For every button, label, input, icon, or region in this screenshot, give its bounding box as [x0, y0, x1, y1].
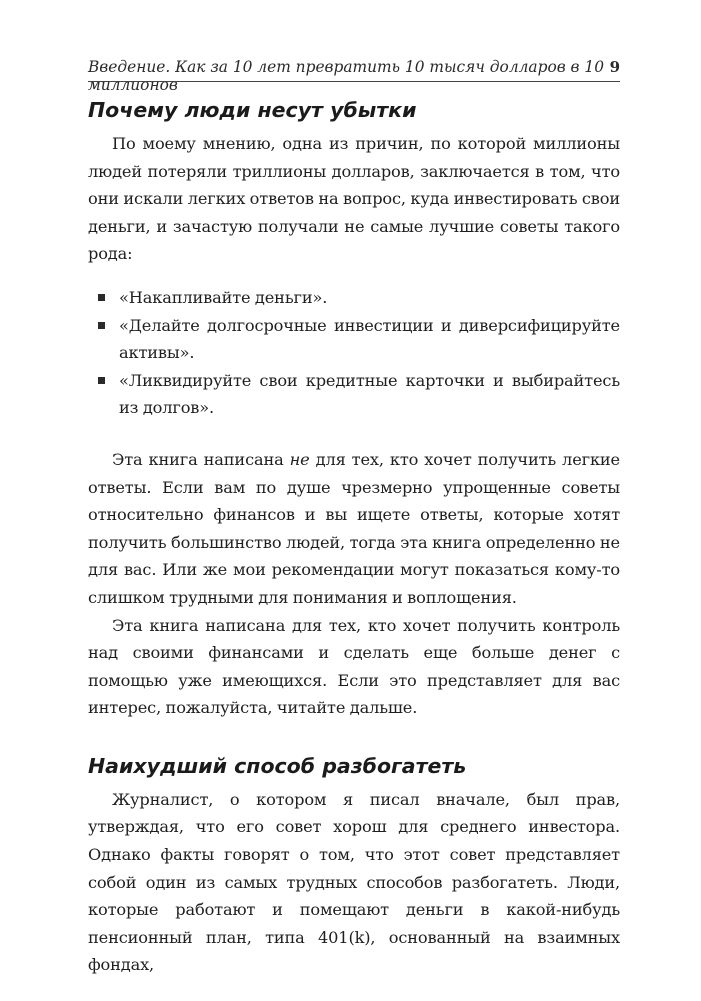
- list-item-text: «Делайте долгосрочные инвестиции и диверсифицируйте активы».: [119, 315, 620, 363]
- paragraph-for-control: Эта книга написана для тех, кто хочет получить контроль над своими финансами и сделать еще больше денег с помощью уже имеющихся. Если это представляет для вас интерес, пожалуйста, читайте дальше.: [88, 615, 620, 718]
- page-content: [88, 96, 620, 979]
- advice-list: [88, 284, 620, 422]
- section-heading-worst-way: Наихудший способ разбогатеть: [88, 753, 467, 778]
- page-number: 9: [609, 58, 620, 76]
- list-item: [88, 284, 620, 312]
- running-header: [88, 58, 620, 94]
- paragraph-not-for-easy-answers: [88, 446, 620, 612]
- list-item: [88, 367, 620, 422]
- list-item-text: «Ликвидируйте свои кредитные карточки и выбирайтесь из долгов».: [119, 370, 620, 418]
- paragraph-journalist: Журналист, о котором я писал вначале, был прав, утверждая, что его совет хорош для среднего инвестора. Однако факты говорят о том, что этот совет представляет собой один из самых трудных способов разбогатеть. Люди, которые работают и помещают деньги в какой-нибудь пенсионный план, типа 401(k), основанный на взаимных фондах,: [88, 789, 620, 975]
- list-item: [88, 312, 620, 367]
- bullet-marker: [98, 377, 105, 384]
- paragraph-text: для тех, кто хочет получить легкие ответы. Если вам по душе чрезмерно упрощенные советы относительно финансов и вы ищете ответы, которые хотят получить большинство людей, тогда эта книга определенно не для вас. Или же мои рекомендации могут показаться кому-то слишком трудными для понимания и воплощения.: [88, 449, 620, 607]
- section-heading-losses: Почему люди несут убытки: [88, 98, 417, 122]
- paragraph-text: Эта книга написана: [112, 449, 290, 469]
- header-rule: [88, 81, 620, 82]
- running-title: Введение. Как за 10 лет превратить 10 тысяч долларов в 10 миллионов: [88, 58, 604, 94]
- bullet-marker: [98, 294, 105, 301]
- emphasis-text: не: [289, 449, 310, 469]
- bullet-marker: [98, 322, 105, 329]
- list-item-text: «Накапливайте деньги».: [119, 287, 328, 307]
- paragraph-intro: По моему мнению, одна из причин, по которой миллионы людей потеряли триллионы долларов, заключается в том, что они искали легких ответов на вопрос, куда инвестировать свои деньги, и зачастую получали не самые лучшие советы такого рода:: [88, 134, 620, 264]
